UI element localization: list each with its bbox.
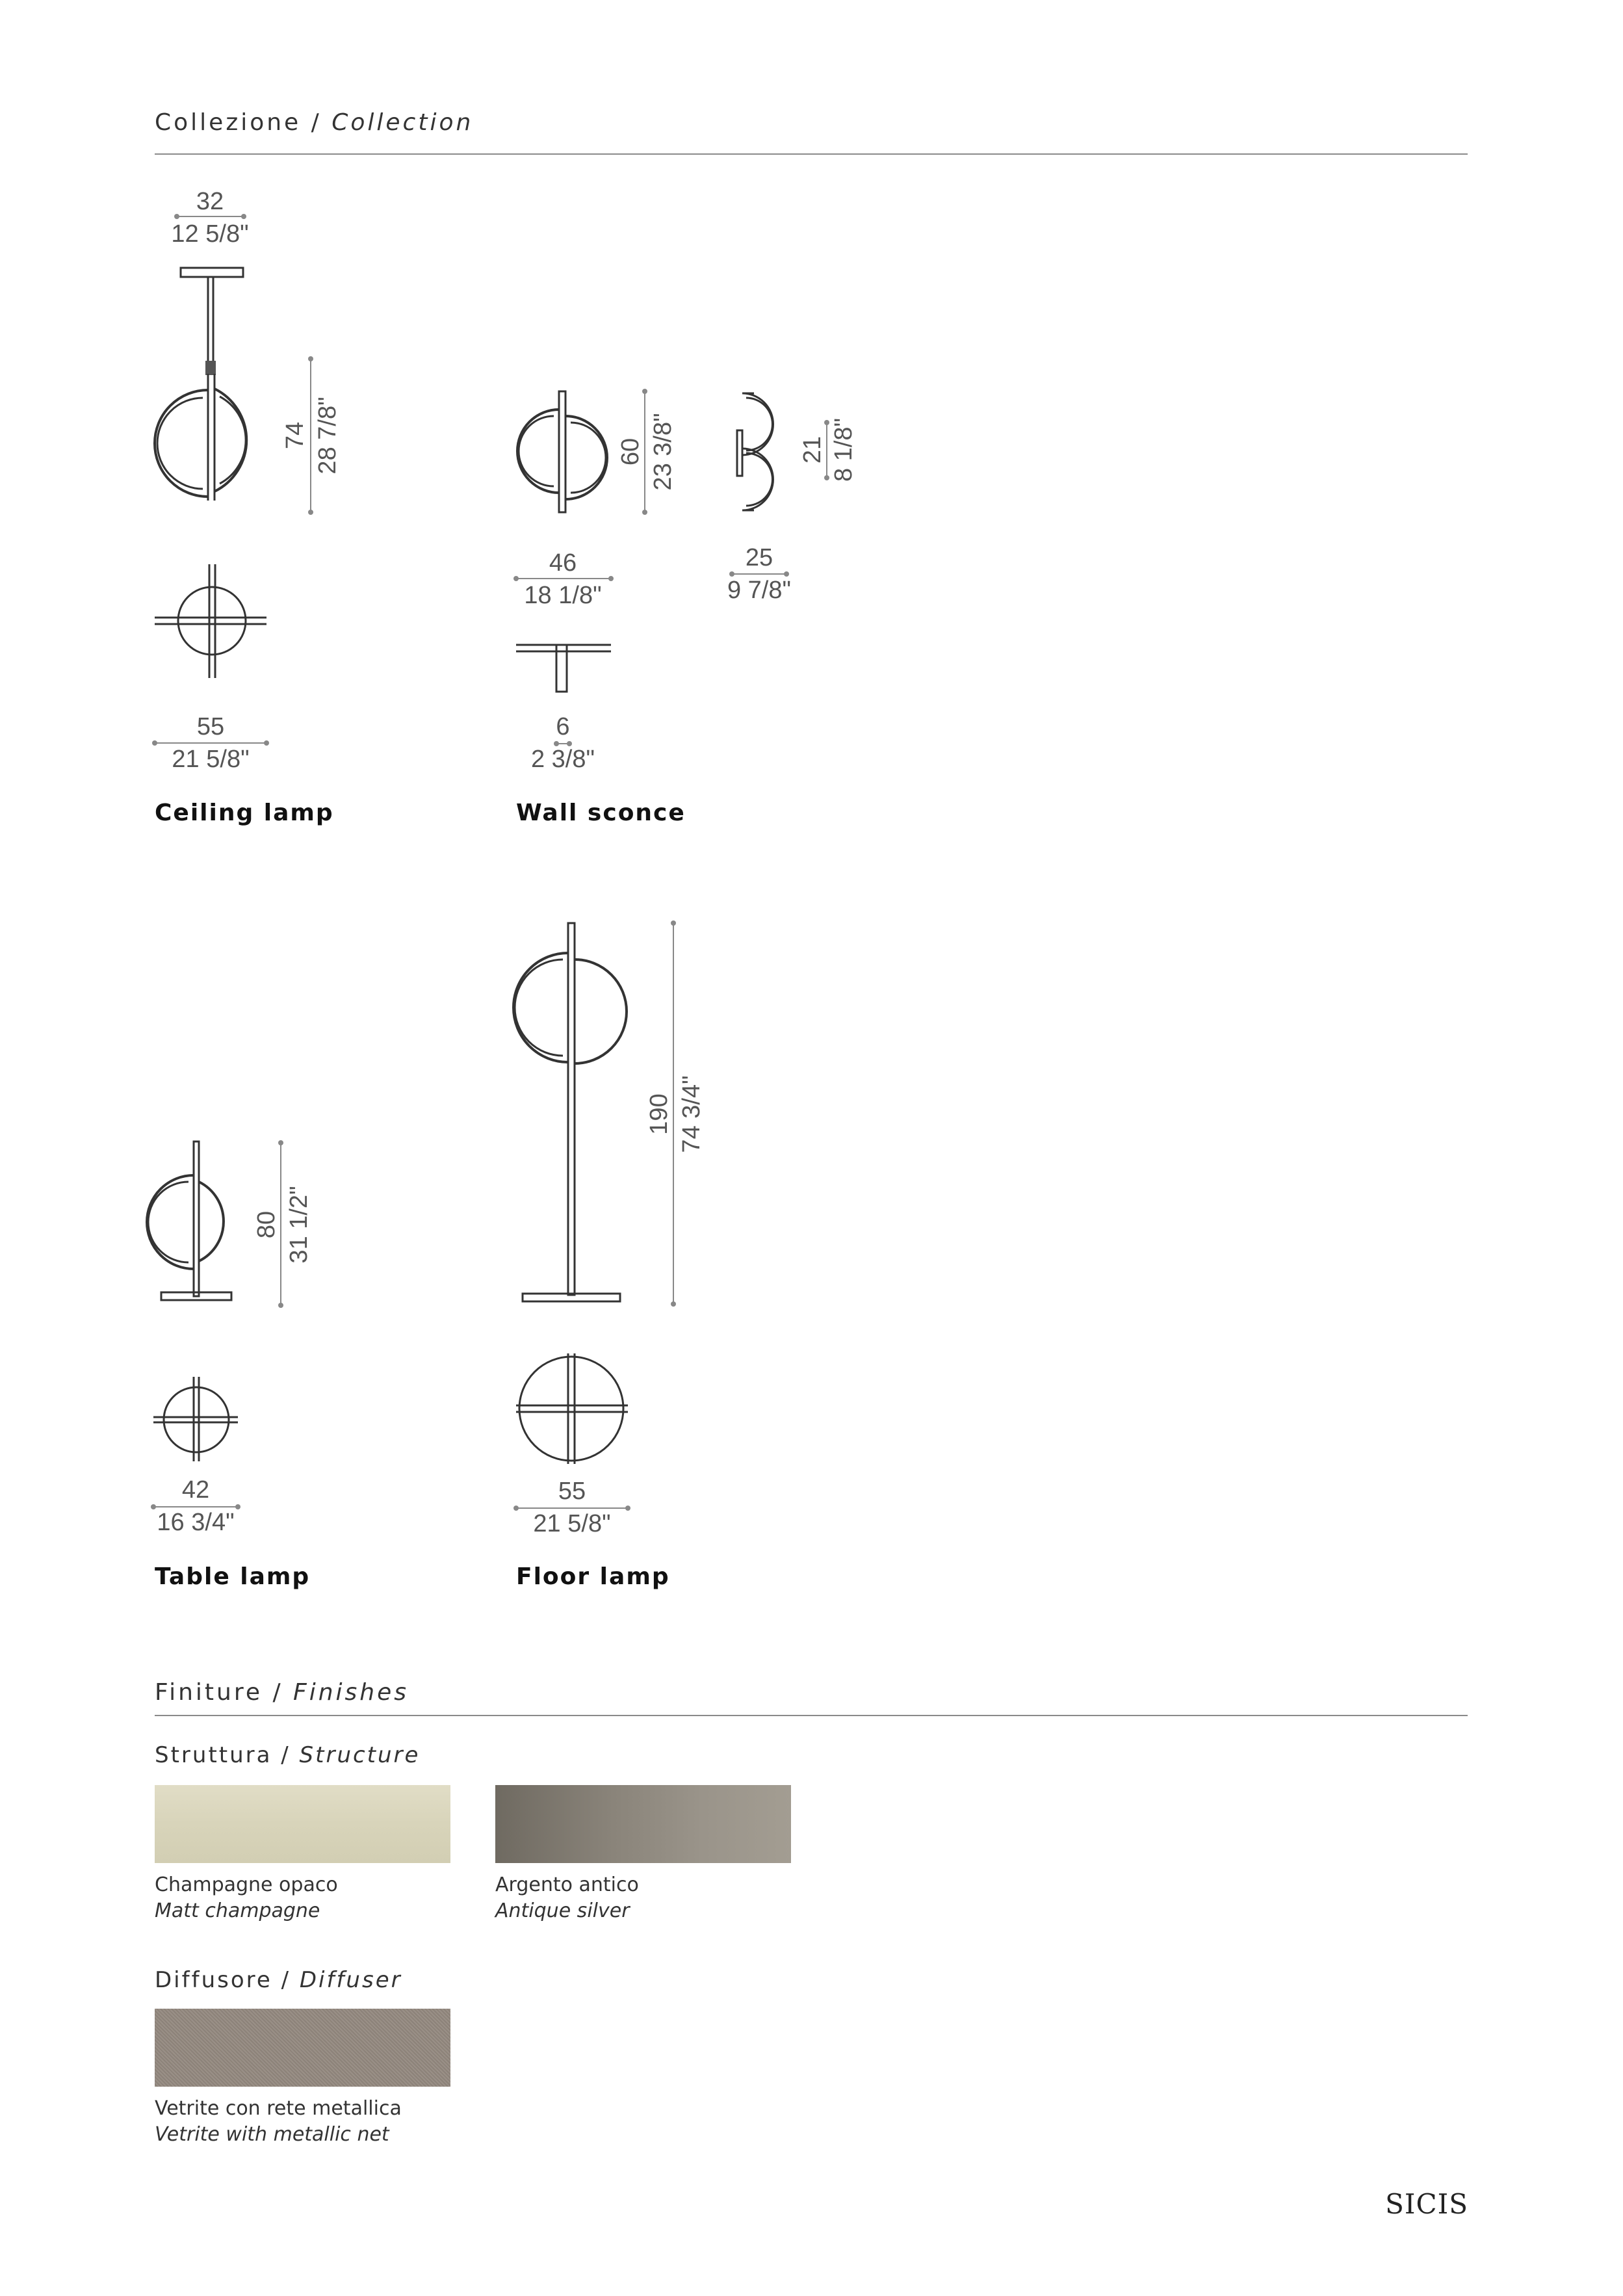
wall-sconce-label: Wall sconce (516, 800, 686, 826)
header-separator: / (301, 109, 332, 136)
swatch-name-it: Argento antico (495, 1873, 639, 1896)
wall-height-in: 23 3/8" (649, 413, 677, 491)
finishes-title-en: Finishes (293, 1679, 409, 1706)
swatch-matt-champagne[interactable] (155, 1785, 450, 1863)
wall-side-height-cm: 21 (799, 436, 826, 464)
brand-logo: SICIS (1385, 2188, 1468, 2220)
table-lamp-drawing (147, 1140, 313, 1536)
floor-width-in: 21 5/8" (533, 1510, 611, 1537)
floor-width-cm: 55 (558, 1478, 586, 1505)
swatch-name-en: Matt champagne (155, 1899, 320, 1922)
table-height-cm: 80 (253, 1210, 280, 1239)
wall-sconce-drawing (513, 389, 857, 773)
finishes-title-it: Finiture (155, 1679, 263, 1706)
swatch-name-it: Vetrite con rete metallica (155, 2097, 402, 2120)
ceiling-lamp-drawing (152, 188, 341, 773)
diffuser-title-it: Diffusore (155, 1967, 272, 1993)
ceiling-top-width-cm: 32 (196, 188, 224, 215)
finishes-rule (155, 1715, 1468, 1716)
structure-title-en: Structure (299, 1742, 421, 1768)
swatch-antique-silver[interactable] (495, 1785, 791, 1863)
diffuser-title-en: Diffuser (299, 1967, 402, 1993)
wall-width-cm: 46 (549, 549, 577, 577)
ceiling-width-cm: 55 (196, 713, 225, 740)
swatch-vetrite-metallic-net[interactable] (155, 2009, 450, 2087)
structure-subtitle: Struttura / Structure (155, 1742, 421, 1768)
ceiling-top-width-in: 12 5/8" (171, 220, 249, 248)
wall-depth-in: 2 3/8" (530, 746, 595, 773)
structure-title-it: Struttura (155, 1742, 272, 1768)
ceiling-height-cm: 74 (281, 421, 309, 450)
floor-height-in: 74 3/4" (678, 1075, 705, 1153)
finishes-separator: / (263, 1679, 294, 1706)
wall-side-width-cm: 25 (745, 544, 773, 571)
ceiling-lamp-label: Ceiling lamp (155, 800, 334, 826)
table-height-in: 31 1/2" (285, 1186, 313, 1264)
header-title-it: Collezione (155, 109, 302, 136)
floor-lamp-drawing (513, 920, 705, 1537)
wall-width-in: 18 1/8" (524, 582, 602, 609)
swatch-name-en: Antique silver (495, 1899, 630, 1922)
table-width-in: 16 3/4" (157, 1509, 235, 1536)
diffuser-subtitle: Diffusore / Diffuser (155, 1967, 402, 1993)
swatch-caption-antique-silver (495, 1872, 639, 1924)
table-width-cm: 42 (181, 1476, 210, 1504)
floor-height-cm: 190 (645, 1093, 673, 1135)
floor-lamp-label: Floor lamp (516, 1563, 670, 1590)
swatch-name-en: Vetrite with metallic net (155, 2123, 389, 2146)
ceiling-height-in: 28 7/8" (314, 397, 341, 475)
wall-depth-cm: 6 (556, 713, 570, 740)
wall-side-width-in: 9 7/8" (727, 577, 792, 604)
finishes-header (155, 1679, 409, 1706)
table-lamp-label: Table lamp (155, 1563, 311, 1590)
swatch-name-it: Champagne opaco (155, 1873, 338, 1896)
ceiling-width-in: 21 5/8" (172, 746, 250, 773)
wall-height-cm: 60 (617, 437, 644, 466)
wall-side-height-in: 8 1/8" (830, 417, 857, 482)
swatch-caption-matt-champagne (155, 1872, 338, 1924)
header-title-en: Collection (331, 109, 474, 136)
swatch-caption-vetrite-metallic-net (155, 2096, 402, 2148)
